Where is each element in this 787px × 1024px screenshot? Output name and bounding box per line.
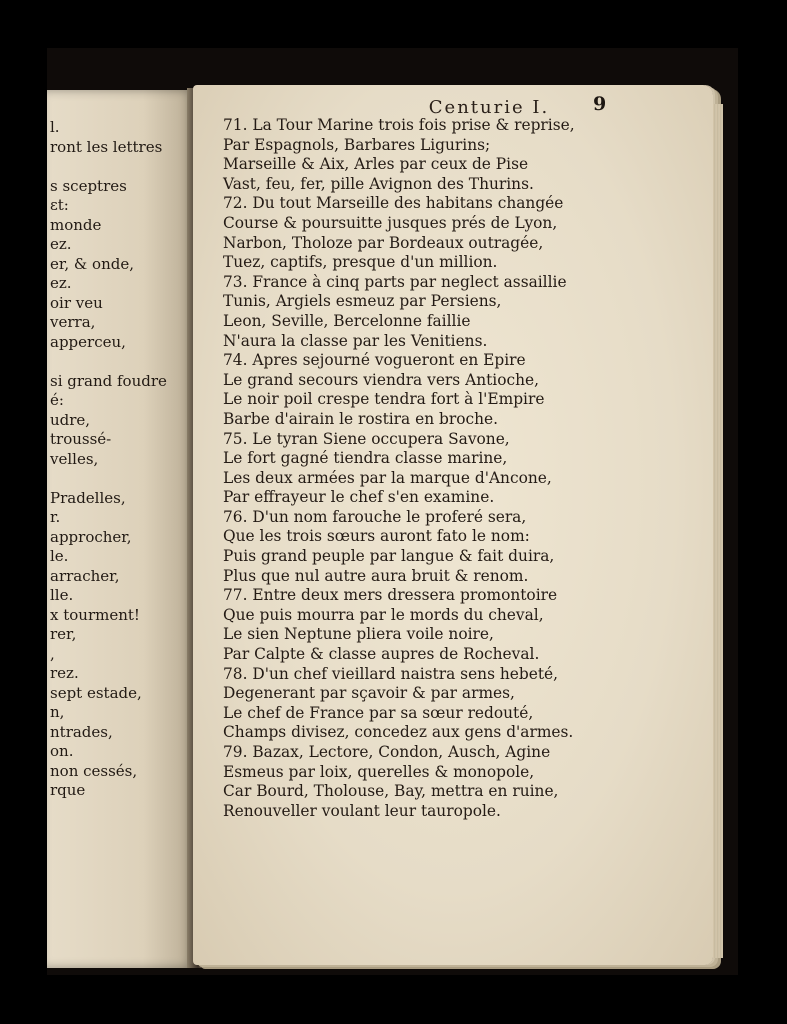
verse-line: Par effrayeur le chef s'en examine.	[223, 488, 495, 507]
left-line: ez.	[50, 274, 72, 292]
running-head: Centurie I.	[428, 97, 550, 118]
left-line: rque	[50, 781, 86, 799]
left-line: apperceu,	[50, 332, 126, 351]
left-line	[50, 352, 167, 372]
left-line: n,	[50, 703, 65, 721]
left-line: lle.	[50, 586, 74, 604]
verse-line: Que les trois sœurs auront fato le nom:	[223, 527, 530, 546]
quatrains	[223, 116, 575, 821]
left-line: x tourment!	[50, 605, 140, 624]
verse-line: 79. Bazax, Lectore, Condon, Ausch, Agine	[223, 743, 551, 761]
left-line: approcher,	[50, 527, 132, 546]
verse-line: Puis grand peuple par langue & fait duira,	[223, 547, 555, 566]
verse-line: Course & poursuitte jusques prés de Lyon,	[223, 213, 558, 232]
left-line	[50, 157, 167, 177]
verse-line: Tuez, captifs, presque d'un million.	[223, 253, 498, 272]
left-line: rez.	[50, 664, 79, 682]
verse-line: 72. Du tout Marseille des habitans changée	[223, 194, 564, 213]
left-page	[47, 90, 195, 968]
left-line: on.	[50, 742, 74, 760]
verse-line: 75. Le tyran Siene occupera Savone,	[223, 429, 510, 448]
verse-line: Le fort gagné tiendra classe marine,	[223, 449, 508, 468]
verse-line: Renouveller voulant leur tauropole.	[223, 801, 501, 820]
verse-line: 76. D'un nom farouche le proferé sera,	[223, 507, 527, 526]
left-line: udre,	[50, 410, 91, 429]
verse-line: Leon, Seville, Bercelonne faillie	[223, 311, 471, 330]
left-line: arracher,	[50, 566, 120, 585]
verse-line: 74. Apres sejourné vogueront en Epire	[223, 351, 526, 370]
verse-line: Vast, feu, fer, pille Avignon des Thurins.	[223, 174, 534, 193]
verse-line: Degenerant par sçavoir & par armes,	[223, 684, 515, 703]
verse-line: Les deux armées par la marque d'Ancone,	[223, 468, 552, 487]
verse-line: Par Espagnols, Barbares Ligurins;	[223, 135, 491, 154]
page-number: 9	[593, 93, 607, 115]
verse-line: N'aura la classe par les Venitiens.	[223, 331, 488, 350]
left-line: ront les lettres	[50, 137, 163, 156]
left-line: velles,	[50, 449, 99, 468]
verse-line: 73. France à cinq parts par neglect assaillie	[223, 272, 567, 291]
left-line	[50, 469, 167, 489]
left-line: si grand foudre	[50, 371, 167, 390]
verse-line: 78. D'un chef vieillard naistra sens hebeté,	[223, 664, 559, 683]
left-line: er, & onde,	[50, 254, 134, 273]
left-line: é:	[50, 391, 64, 409]
verse-line: Le noir poil crespe tendra fort à l'Empire	[223, 390, 545, 409]
left-line: troussé-	[50, 430, 112, 448]
left-page-text	[50, 118, 167, 801]
verse-line: Que puis mourra par le mords du cheval,	[223, 605, 544, 624]
left-line: ,	[50, 644, 55, 663]
left-line: non cessés,	[50, 761, 138, 780]
verse-line: 71. La Tour Marine trois fois prise & reprise,	[223, 116, 575, 134]
verse-line: Le grand secours viendra vers Antioche,	[223, 370, 540, 389]
left-line: le.	[50, 547, 69, 565]
right-page	[193, 85, 713, 965]
left-line: r.	[50, 508, 61, 526]
left-line: ɛt:	[50, 196, 69, 214]
left-line: verra,	[50, 313, 96, 331]
verse-line: 77. Entre deux mers dressera promontoire	[223, 586, 558, 605]
left-line: monde	[50, 215, 102, 234]
photo-frame	[47, 48, 738, 975]
left-line: ez.	[50, 235, 72, 253]
verse-line: Car Bourd, Tholouse, Bay, mettra en ruine,	[223, 782, 559, 801]
verse-line: Marseille & Aix, Arles par ceux de Pise	[223, 155, 529, 174]
left-line: s sceptres	[50, 176, 127, 195]
verse-line: Par Calpte & classe aupres de Rocheval.	[223, 645, 540, 664]
verse-line: Barbe d'airain le rostira en broche.	[223, 409, 499, 428]
left-line: ntrades,	[50, 722, 113, 741]
verse-line: Le chef de France par sa sœur redouté,	[223, 703, 534, 722]
verse-line: Tunis, Argiels esmeuz par Persiens,	[223, 292, 502, 311]
verse-line: Narbon, Tholoze par Bordeaux outragée,	[223, 233, 544, 252]
verse-line: Esmeus par loix, querelles & monopole,	[223, 762, 535, 781]
left-line: oir veu	[50, 293, 103, 312]
page-edges	[713, 104, 723, 958]
verse-line: Champs divisez, concedez aux gens d'armes.	[223, 723, 574, 742]
left-line: sept estade,	[50, 683, 142, 702]
verse-line: Plus que nul autre aura bruit & renom.	[223, 566, 529, 585]
verse-line: Le sien Neptune pliera voile noire,	[223, 625, 494, 644]
left-line: l.	[50, 118, 60, 136]
left-line: Pradelles,	[50, 488, 126, 507]
left-line: rer,	[50, 625, 77, 643]
